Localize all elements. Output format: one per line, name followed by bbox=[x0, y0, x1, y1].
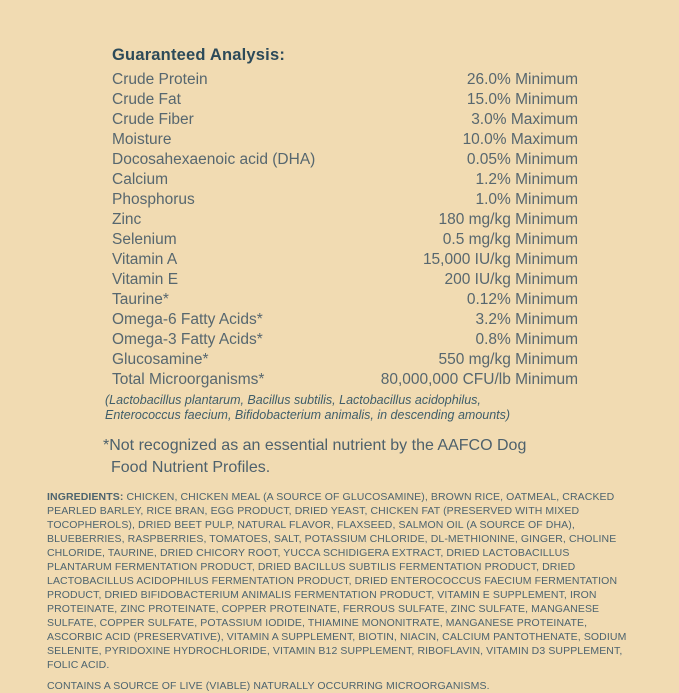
nutrient-name: Omega-3 Fatty Acids* bbox=[112, 331, 263, 348]
nutrient-value: 15.0% Minimum bbox=[466, 91, 578, 108]
nutrient-name: Crude Fiber bbox=[112, 111, 194, 128]
nutrient-row bbox=[112, 270, 578, 290]
nutrient-value: 0.05% Minimum bbox=[466, 151, 578, 168]
aafco-footnote: *Not recognized as an essential nutrient by the AAFCO Dog Food Nutrient Profiles. bbox=[103, 437, 527, 476]
nutrient-row bbox=[112, 170, 578, 190]
nutrient-row bbox=[112, 90, 578, 110]
nutrient-name: Total Microorganisms* bbox=[112, 371, 265, 388]
nutrient-row bbox=[112, 370, 578, 390]
nutrient-table bbox=[112, 70, 578, 390]
nutrient-value: 0.8% Minimum bbox=[475, 331, 578, 348]
nutrient-row bbox=[112, 110, 578, 130]
nutrient-row bbox=[112, 150, 578, 170]
contains-statement: CONTAINS A SOURCE OF LIVE (VIABLE) NATURALLY OCCURRING MICROORGANISMS. bbox=[47, 680, 490, 692]
nutrient-value: 200 IU/kg Minimum bbox=[444, 271, 578, 288]
guaranteed-analysis-title: Guaranteed Analysis: bbox=[112, 46, 286, 64]
ingredients-label: INGREDIENTS: bbox=[47, 491, 124, 503]
nutrient-name: Zinc bbox=[112, 211, 142, 228]
nutrient-name: Taurine* bbox=[112, 291, 169, 308]
nutrient-row bbox=[112, 130, 578, 150]
nutrient-value: 3.2% Minimum bbox=[475, 311, 578, 328]
nutrient-name: Docosahexaenoic acid (DHA) bbox=[112, 151, 316, 168]
nutrient-name: Glucosamine* bbox=[112, 351, 209, 368]
nutrient-name: Vitamin E bbox=[112, 271, 179, 288]
nutrient-value: 3.0% Maximum bbox=[471, 111, 578, 128]
nutrient-row bbox=[112, 330, 578, 350]
nutrient-row bbox=[112, 230, 578, 250]
nutrient-row bbox=[112, 290, 578, 310]
nutrient-value: 0.5 mg/kg Minimum bbox=[442, 231, 578, 248]
nutrient-value: 80,000,000 CFU/lb Minimum bbox=[380, 371, 578, 388]
nutrient-value: 26.0% Minimum bbox=[466, 71, 578, 88]
nutrient-name: Vitamin A bbox=[112, 251, 178, 268]
nutrient-value: 15,000 IU/kg Minimum bbox=[422, 251, 578, 268]
nutrient-name: Moisture bbox=[112, 131, 172, 148]
nutrient-row bbox=[112, 350, 578, 370]
nutrient-row bbox=[112, 210, 578, 230]
ingredients-section bbox=[47, 490, 637, 693]
nutrient-value: 550 mg/kg Minimum bbox=[438, 351, 578, 368]
nutrient-name: Omega-6 Fatty Acids* bbox=[112, 311, 263, 328]
nutrient-row bbox=[112, 70, 578, 90]
guaranteed-analysis-section bbox=[103, 45, 635, 479]
nutrient-value: 10.0% Maximum bbox=[462, 131, 578, 148]
nutrient-name: Crude Protein bbox=[112, 71, 208, 88]
ingredients-list: CHICKEN, CHICKEN MEAL (A SOURCE OF GLUCOSAMINE), BROWN RICE, OATMEAL, CRACKED PEARLED BARLEY, RICE BRAN, EGG PRODUCT, DRIED YEAST, CHICKEN FAT (PRESERVED WITH MIXED TOCOPHEROLS), DRIED BEET PULP, NATURAL FLAVOR, FLAXSEED, SALMON OIL (A SOURCE OF DHA), BLUEBERRIES, RASPBERRIES, TOMATOES, SALT, POTASSIUM CHLORIDE, DL-METHIONINE, GINGER, CHOLINE CHLORIDE, TAURINE, DRIED CHICORY ROOT, YUCCA SCHIDIGERA EXTRACT, DRIED LACTOBACILLUS PLANTARUM FERMENTATION PRODUCT, DRIED BACILLUS SUBTILIS FERMENTATION PRODUCT, DRIED LACTOBACILLUS ACIDOPHILUS FERMENTATION PRODUCT, DRIED ENTEROCOCCUS FAECIUM FERMENTATION PRODUCT, DRIED BIFIDOBACTERIUM ANIMALIS FERMENTATION PRODUCT, VITAMIN E SUPPLEMENT, IRON PROTEINATE, ZINC PROTEINATE, COPPER PROTEINATE, FERROUS SULFATE, ZINC SULFATE, MANGANESE SULFATE, COPPER SULFATE, POTASSIUM IODIDE, THIAMINE MONONITRATE, MANGANESE PROTEINATE, ASCORBIC ACID (PRESERVATIVE), VITAMIN A SUPPLEMENT, BIOTIN, NIACIN, CALCIUM PANTOTHENATE, SODIUM SELENITE, PYRIDOXINE HYDROCHLORIDE, VITAMIN B12 SUPPLEMENT, RIBOFLAVIN, VITAMIN D3 SUPPLEMENT, FOLIC ACID. bbox=[47, 491, 627, 671]
nutrient-row bbox=[112, 250, 578, 270]
ingredients-paragraph bbox=[47, 490, 637, 672]
nutrient-value: 180 mg/kg Minimum bbox=[438, 211, 578, 228]
nutrient-name: Crude Fat bbox=[112, 91, 181, 108]
nutrient-row bbox=[112, 190, 578, 210]
nutrient-value: 1.0% Minimum bbox=[475, 191, 578, 208]
nutrient-name: Selenium bbox=[112, 231, 177, 248]
nutrient-name: Phosphorus bbox=[112, 191, 195, 208]
nutrient-row bbox=[112, 310, 578, 330]
microorganism-species-note: (Lactobacillus plantarum, Bacillus subtilis, Lactobacillus acidophilus, Enterococcus faecium, Bifidobacterium animalis, in descending amounts) bbox=[105, 393, 511, 422]
nutrient-value: 0.12% Minimum bbox=[466, 291, 578, 308]
nutrient-name: Calcium bbox=[112, 171, 168, 188]
nutrient-value: 1.2% Minimum bbox=[475, 171, 578, 188]
